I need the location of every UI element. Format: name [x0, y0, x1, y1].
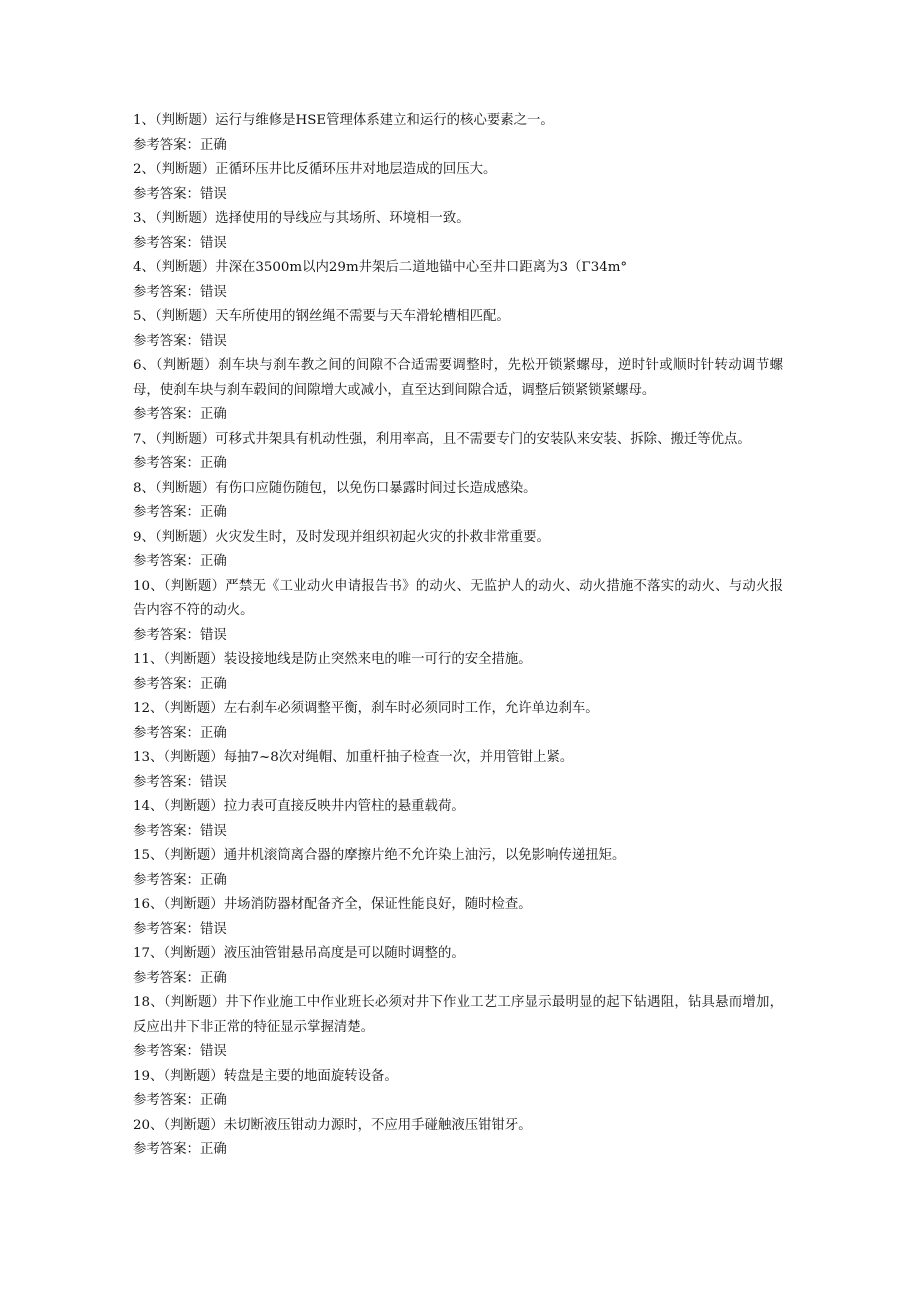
question-item	[133, 109, 783, 134]
question-number: 18、	[133, 995, 164, 1010]
question-item	[133, 305, 783, 330]
question-number: 4、	[133, 260, 155, 275]
answer-line: 参考答案：错误	[133, 774, 227, 790]
question-number: 17、	[133, 946, 164, 961]
question-number: 5、	[133, 309, 155, 324]
answer-line: 参考答案：正确	[133, 456, 227, 471]
question-text: （判断题）井场消防器材配备齐全，保证性能良好，随时检查。	[163, 897, 532, 912]
question-text: （判断题）每抽7~8次对绳帽、加重杆抽子检查一次，并用管钳上紧。	[163, 750, 574, 765]
answer-line: 参考答案：错误	[133, 333, 227, 349]
question-text: （判断题）井深在3500m以内29m井架后二道地锚中心至井口距离为3（Γ34m°	[154, 260, 628, 275]
question-number: 3、	[133, 211, 155, 226]
question-number: 19、	[133, 1068, 164, 1084]
question-number: 10、	[133, 578, 164, 594]
question-number: 9、	[133, 529, 155, 545]
question-number: 1、	[133, 113, 155, 128]
question-item	[133, 844, 783, 869]
question-item	[133, 942, 783, 967]
question-item	[133, 256, 783, 281]
question-item	[133, 648, 783, 673]
question-number: 15、	[133, 848, 164, 863]
question-number: 14、	[133, 799, 164, 814]
question-number: 16、	[133, 897, 164, 912]
question-text: （判断题）转盘是主要的地面旋转设备。	[163, 1068, 398, 1084]
answer-line: 参考答案：错误	[133, 921, 227, 937]
question-text: （判断题）火灾发生时，及时发现并组织初起火灾的扑救非常重要。	[154, 529, 550, 545]
answer-line: 参考答案：正确	[133, 137, 227, 153]
question-text: （判断题）未切断液压钳动力源时，不应用手碰触液压钳钳牙。	[163, 1117, 532, 1133]
answer-line: 参考答案：错误	[133, 186, 227, 202]
question-item	[133, 795, 783, 820]
answer-line: 参考答案：错误	[133, 1044, 227, 1059]
question-item	[133, 1114, 783, 1139]
question-number: 8、	[133, 480, 155, 496]
question-text: （判断题）正循环压井比反循环压井对地层造成的回压大。	[154, 162, 497, 177]
answer-line: 参考答案：正确	[133, 970, 227, 986]
answer-line: 参考答案：正确	[133, 505, 227, 520]
question-item	[133, 746, 783, 771]
answer-line: 参考答案：错误	[133, 627, 227, 643]
question-item	[133, 158, 783, 183]
question-text: （判断题）有伤口应随伤随包，以免伤口暴露时间过长造成感染。	[154, 480, 537, 496]
question-item	[133, 575, 783, 624]
question-number: 11、	[133, 652, 164, 667]
question-item	[133, 428, 783, 453]
question-text: （判断题）刹车块与刹车教之间的间隙不合适需要调整时，先松开锁紧螺母，逆时针或顺时针转动调节螺母，使刹车块与刹车毂间的间隙增大或减小，直至达到间隙合适，调整后锁紧锁紧螺母。	[133, 358, 783, 398]
answer-line: 参考答案：错误	[133, 235, 227, 251]
question-text: （判断题）选择使用的导线应与其场所、环境相一致。	[154, 211, 470, 226]
question-item	[133, 1065, 783, 1090]
question-text: （判断题）左右刹车必须调整平衡，刹车时必须同时工作，允许单边刹车。	[163, 701, 599, 716]
question-text: （判断题）装设接地线是防止突然来电的唯一可行的安全措施。	[163, 652, 532, 667]
question-number: 6、	[133, 358, 156, 373]
answer-line: 参考答案：错误	[133, 823, 227, 839]
question-item	[133, 354, 783, 403]
question-text: （判断题）天车所使用的钢丝绳不需要与天车滑轮槽相匹配。	[154, 309, 510, 324]
question-text: （判断题）拉力表可直接反映井内管柱的悬重载荷。	[163, 799, 465, 814]
answer-line: 参考答案：正确	[133, 872, 227, 888]
answer-line: 参考答案：错误	[133, 284, 227, 300]
question-number: 13、	[133, 750, 164, 765]
answer-line: 参考答案：正确	[133, 1142, 227, 1157]
question-text: （判断题）通井机滚筒离合器的摩擦片绝不允许染上油污，以免影响传递扭矩。	[163, 848, 626, 863]
question-item	[133, 207, 783, 232]
question-text: （判断题）严禁无《工业动火申请报告书》的动火、无监护人的动火、动火措施不落实的动火、与动火报告内容不符的动火。	[133, 578, 783, 618]
answer-line: 参考答案：正确	[133, 1093, 227, 1108]
question-text: （判断题）液压油管钳悬吊高度是可以随时调整的。	[163, 946, 465, 961]
question-item	[133, 697, 783, 722]
answer-line: 参考答案：正确	[133, 407, 227, 422]
question-item	[133, 991, 783, 1040]
answer-line: 参考答案：正确	[133, 554, 227, 569]
question-item	[133, 526, 783, 551]
answer-line: 参考答案：正确	[133, 725, 227, 741]
question-number: 12、	[133, 701, 164, 716]
question-item	[133, 477, 783, 502]
question-item	[133, 893, 783, 918]
question-text: （判断题）运行与维修是HSE管理体系建立和运行的核心要素之一。	[154, 113, 554, 128]
question-list	[133, 109, 783, 1163]
question-text: （判断题）可移式井架具有机动性强，利用率高，且不需要专门的安装队来安装、拆除、搬迁等优点。	[154, 431, 751, 447]
question-number: 7、	[133, 431, 155, 447]
answer-line: 参考答案：正确	[133, 676, 227, 692]
question-number: 20、	[133, 1117, 164, 1133]
question-number: 2、	[133, 162, 155, 177]
question-text: （判断题）井下作业施工中作业班长必须对井下作业工艺工序显示最明显的起下钻遇阻，钻具悬而增加，反应出井下非正常的特征显示掌握清楚。	[133, 995, 783, 1035]
